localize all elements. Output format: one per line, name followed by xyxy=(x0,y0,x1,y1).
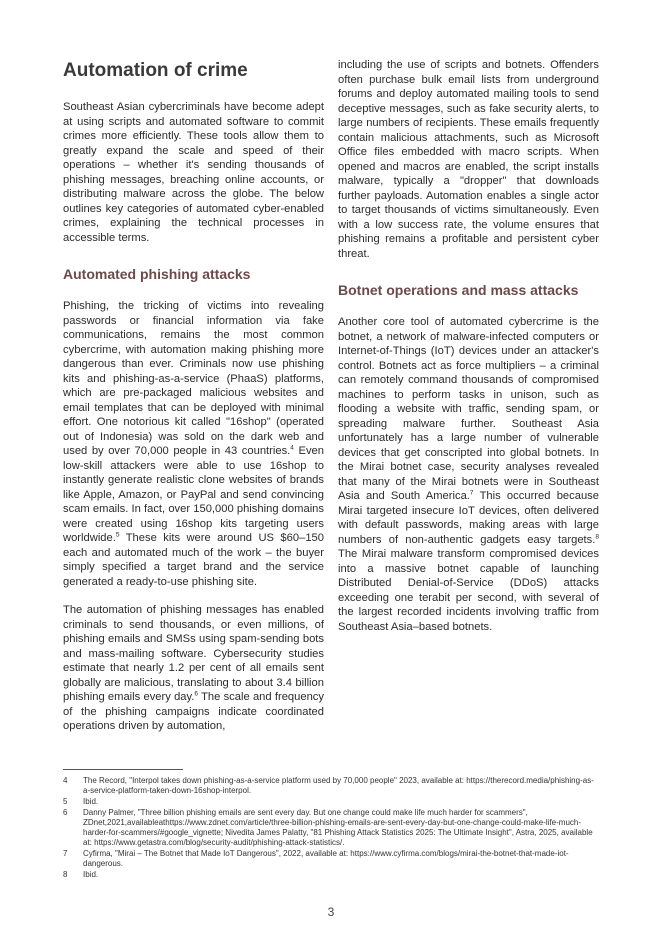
footnote-number: 6 xyxy=(63,807,68,817)
footnotes xyxy=(63,776,600,881)
footnote-ref-7: 7 xyxy=(469,489,474,497)
heading-automated-phishing: Automated phishing attacks xyxy=(63,266,251,282)
footnote xyxy=(63,797,600,807)
section-title: Automation of crime xyxy=(63,60,248,81)
phishing-paragraph-1: Phishing, the tricking of victims into revealing passwords or financial information via fake communications, remains the most common cybercrime, with automation making phishing more dangerous than ever. Criminals now use phishing kits and phishing-as-a-service (PhaaS) platforms, which are pre-packaged malicious websites and email templates that can be deployed with minimal effort. One notorious kit called "16shop" (operated out of Indonesia) was sold on the dark web and used by over 70,000 people in 43 countries.$^4$ Even low-skill attackers were able to use 16shop to instantly generate realistic clone websites of brands like Apple, Amazon, or PayPal and send convincing scam emails. In fact, over 150,000 phishing domains were created using 16shop kits targeting users worldwide.$^5$ These kits were around US $60–150 each and automated much of the work – the buyer simply specified a target brand and the service generated a ready-to-use phishing site. xyxy=(63,300,324,588)
footnote-number: 5 xyxy=(63,796,68,806)
footnote-text: Danny Palmer, "Three billion phishing emails are sent every day. But one change could make life much harder for scammers", ZDnet,2021,availableathttps://www.zdnet.com/article/three-billion-phishing-emails-are-sent-every-day-but-one-change-could-make-life-much-harder-for-scammers/#google_vignette; Nivedita James Palatty, "81 Phishing Attack Statistics 2025: The Ultimate Insight", Astra, 2025, available at: https://www.getastra.com/blog/security-audit/phishing-attack-statistics/. xyxy=(83,807,593,848)
heading-botnet-operations: Botnet operations and mass attacks xyxy=(338,282,579,298)
footnote-divider xyxy=(63,769,183,770)
footnote xyxy=(63,808,600,849)
right-column xyxy=(338,58,599,634)
footnote-text: Ibid. xyxy=(83,869,99,879)
phishing-continuation-paragraph: including the use of scripts and botnets. Offenders often purchase bulk email lists from underground forums and deploy automated mailing tools to send deceptive messages, such as fake security alerts, to large numbers of recipients. These emails frequently contain malicious attachments, such as Microsoft Office files embedded with macro scripts. When opened and macros are enabled, the script installs malware, typically a "dropper" that downloads further payloads. Automation enables a single actor to target thousands of victims simultaneously. Even with a low success rate, the volume ensures that phishing remains a profitable and persistent cyber threat. xyxy=(338,59,599,260)
footnote-ref-8: 8 xyxy=(595,532,599,540)
page-number: 3 xyxy=(327,905,335,919)
footnote-ref-6: 6 xyxy=(194,690,199,698)
left-column xyxy=(63,58,324,734)
footnote-number: 8 xyxy=(63,869,68,879)
footnote-text: Cyfirma, "Mirai – The Botnet that Made IoT Dangerous", 2022, available at: https://www.cyfirma.com/blogs/mirai-the-botnet-that-made-iot-dangerous. xyxy=(83,848,569,869)
botnet-paragraph: Another core tool of automated cybercrime is the botnet, a network of malware-infected computers or Internet-of-Things (IoT) devices under an attacker's control. Botnets act as force multipliers – a criminal can remotely command thousands of compromised machines to perform tasks in unison, such as flooding a website with traffic, sending spam, or spreading malware further. Southeast Asia unfortunately has a large number of vulnerable devices that get conscripted into global botnets. In the Mirai botnet case, security analyses revealed that many of the Mirai botnets were in Southeast Asia and South America.$^7$ This occurred because Mirai targeted insecure IoT devices, often delivered with default passwords, making areas with large numbers of non-authentic gadgets easy targets.$^8$ The Mirai malware transform compromised devices into a massive botnet capable of launching Distributed Denial-of-Service (DDoS) attacks exceeding one terabit per second, with several of the largest recorded incidents involving traffic from Southeast Asia–based botnets. xyxy=(338,316,599,633)
footnote-number: 7 xyxy=(63,848,68,858)
footnote xyxy=(63,870,600,880)
intro-paragraph: Southeast Asian cybercriminals have become adept at using scripts and automated software to commit crimes more efficiently. These tools allow them to greatly expand the scale and speed of their operations – whether it's sending thousands of phishing messages, breaching online accounts, or distributing malware across the globe. The below outlines key categories of automated cyber-enabled crimes, explaining the technical processes in accessible terms. xyxy=(63,101,324,244)
footnote xyxy=(63,849,600,869)
footnote-text: The Record, "Interpol takes down phishing-as-a-service platform used by 70,000 people" 2023, available at: https://therecord.media/phishing-as-a-service-platform-taken-down-16shop-interpol. xyxy=(83,776,594,796)
footnote-number: 4 xyxy=(63,776,68,785)
footnote-ref-5: 5 xyxy=(115,531,120,539)
phishing-paragraph-2: The automation of phishing messages has enabled criminals to send thousands, or even millions, of phishing emails and SMSs using spam-sending bots and mass-mailing software. Cybersecurity studies estimate that nearly 1.2 per cent of all emails sent globally are malicious, translating to about 3.4 billion phishing emails every day.$^6$ The scale and frequency of the phishing campaigns indicate coordinated operations driven by automation, xyxy=(63,604,324,732)
footnote xyxy=(63,776,600,796)
footnote-ref-4: 4 xyxy=(290,444,294,452)
footnote-text: Ibid. xyxy=(83,796,99,806)
